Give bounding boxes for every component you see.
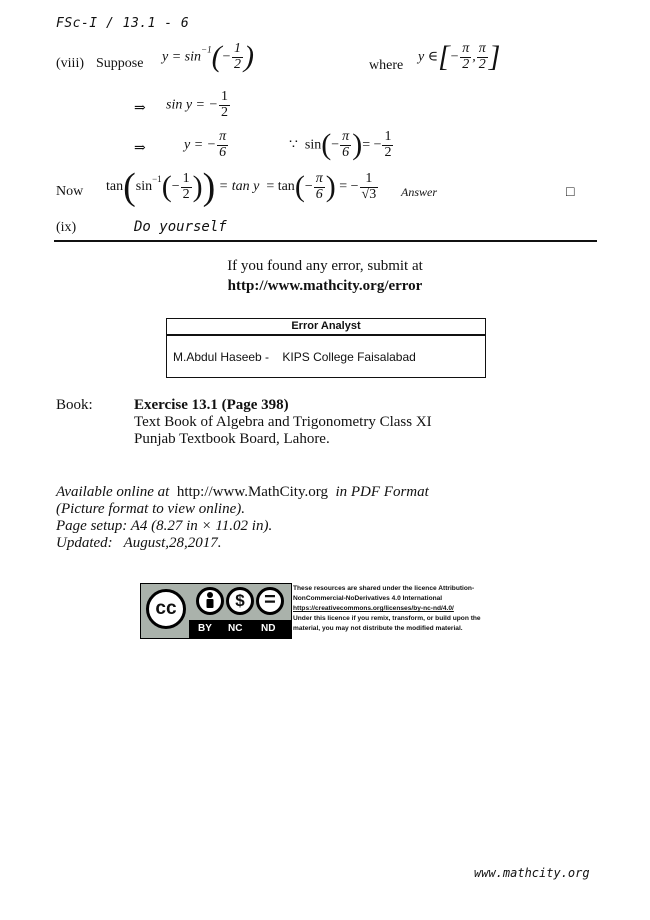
equals-minus: = − (362, 137, 382, 153)
denominator: 2 (234, 56, 242, 72)
numerator: 1 (365, 170, 373, 186)
analyst-name: M.Abdul Haseeb - (173, 350, 270, 364)
numerator: π (315, 170, 323, 186)
minus-sign: − (221, 49, 232, 65)
where-text: where (369, 58, 404, 73)
inverse-exponent: −1 (152, 174, 162, 185)
equation-y-value (184, 130, 229, 160)
equation-now (106, 168, 379, 206)
numerator: 1 (182, 170, 190, 186)
radicand: 3 (369, 186, 377, 202)
site-link[interactable]: http://www.MathCity.org (176, 484, 328, 500)
footer-site[interactable]: www.mathcity.org (474, 866, 590, 880)
right-paren: ) (352, 128, 363, 162)
numerator: π (342, 129, 350, 144)
analyst-college: KIPS College Faisalabad (282, 350, 416, 364)
numerator: 1 (220, 89, 228, 104)
nd-label: ND (261, 623, 276, 634)
equals-minus: = − (339, 179, 359, 195)
denominator: 6 (217, 145, 228, 161)
denominator: 6 (314, 187, 325, 203)
cc-license-badge[interactable] (140, 583, 292, 639)
license-line-3: Under this licence if you remix, transform, or build upon the (293, 615, 481, 622)
equals-tan-y: = tan y (218, 179, 260, 195)
fraction-one-over-root3 (360, 172, 379, 202)
left-paren: ( (294, 170, 305, 203)
picture-format-text: (Picture format to view online). (56, 501, 245, 517)
y-interval (418, 42, 500, 72)
cc-logo-icon: cc (146, 589, 186, 629)
part-ix-label: (ix) (56, 220, 77, 235)
now-text: Now (56, 184, 84, 199)
error-analyst-box (166, 318, 486, 378)
denominator: 2 (384, 144, 392, 160)
numerator: 1 (384, 129, 392, 144)
outer-left-paren: ( (123, 166, 136, 208)
section-divider (54, 240, 597, 242)
denominator: 2 (460, 57, 471, 73)
license-text (293, 584, 518, 634)
right-bracket: ] (488, 40, 501, 74)
page-setup-text: Page setup: A4 (8.27 in × 11.02 in). (56, 518, 273, 534)
online-info (56, 484, 429, 552)
online-line (56, 484, 429, 501)
outer-right-paren: ) (202, 166, 216, 208)
fraction-one-half (382, 130, 393, 160)
format-text: in PDF Format (335, 484, 429, 500)
available-text: Available online at (56, 484, 170, 500)
minus-sign: − (449, 49, 460, 65)
numerator: 1 (234, 41, 242, 56)
denominator: 2 (477, 57, 488, 73)
minus-sign: − (304, 179, 313, 195)
by-label: BY (198, 623, 212, 634)
attribution-person-icon (196, 587, 224, 615)
numerator: π (478, 41, 486, 56)
inverse-exponent: −1 (201, 44, 212, 55)
inner-right-paren: ) (192, 170, 203, 203)
denominator: 2 (182, 186, 190, 202)
part-viii-label: (viii) (56, 56, 84, 71)
y-eq: y = − (184, 137, 217, 153)
numerator: π (462, 41, 470, 56)
book-publisher: Punjab Textbook Board, Lahore. (134, 431, 330, 447)
comma: , (472, 49, 476, 65)
sin-y-eq: sin y = − (166, 97, 218, 113)
part-ix-text: Do yourself (134, 219, 227, 235)
noncommercial-dollar-icon: $ (226, 587, 254, 615)
fraction-pi-2 (460, 42, 471, 72)
left-paren: ( (321, 128, 332, 162)
fraction-one-half (219, 90, 230, 120)
left-paren: ( (211, 40, 222, 74)
noderivatives-equals-icon: = (256, 587, 284, 615)
error-analyst-row (167, 336, 485, 364)
nc-label: NC (228, 623, 243, 634)
license-line-2: NonCommercial-NoDerivatives 4.0 International (293, 595, 443, 602)
updated-label: Updated: (56, 535, 113, 551)
error-note: If you found any error, submit at (227, 258, 423, 274)
numerator: π (219, 129, 227, 144)
end-of-proof-mark: □ (566, 183, 575, 199)
denominator: 6 (340, 145, 351, 161)
left-bracket: [ (438, 40, 450, 74)
inner-left-paren: ( (161, 170, 172, 203)
right-paren: ) (325, 170, 336, 203)
license-line-4: material, you may not distribute the modified material. (293, 625, 463, 632)
license-line-1: These resources are shared under the licence Attribution- (293, 585, 475, 592)
equation-y-asin (162, 42, 254, 72)
answer-label: Answer (401, 185, 437, 199)
implies-sign: ⇒ (134, 101, 146, 116)
denominator: √3 (361, 186, 377, 202)
sin-text: sin (135, 179, 153, 195)
equation-sin-y (166, 90, 231, 120)
tan-text: tan (106, 179, 124, 195)
updated-date: August,28,2017. (123, 535, 222, 551)
book-label: Book: (56, 397, 93, 413)
fraction-pi-6 (314, 172, 325, 202)
fraction-pi-6 (340, 130, 351, 160)
implies-sign: ⇒ (134, 141, 146, 156)
suppose-text: Suppose (96, 56, 144, 71)
updated-line (56, 535, 429, 552)
sin-text: sin (304, 137, 322, 153)
denominator: 2 (220, 104, 228, 120)
fraction-pi-2b (477, 42, 488, 72)
equals-tan: = tan (266, 179, 295, 195)
page-header: FSc-I / 13.1 - 6 (56, 16, 190, 31)
y-in: y ∈ (418, 49, 439, 65)
y-eq-sin: y = sin (162, 49, 201, 65)
right-paren: ) (244, 40, 255, 74)
error-url-link[interactable]: http://www.mathcity.org/error (227, 278, 423, 294)
minus-sign: − (331, 137, 340, 153)
fraction-one-half (232, 42, 243, 72)
minus-sign: − (171, 179, 180, 195)
book-title: Text Book of Algebra and Trigonometry Class XI (134, 414, 432, 430)
fraction-pi-6 (217, 130, 228, 160)
license-link[interactable]: https://creativecommons.org/licenses/by-nc-nd/4.0/ (293, 605, 454, 612)
because-statement (289, 130, 394, 160)
because-sign: ∵ (289, 137, 298, 153)
error-analyst-title: Error Analyst (167, 319, 485, 336)
fraction-one-half (181, 172, 192, 202)
book-exercise: Exercise 13.1 (Page 398) (134, 397, 289, 413)
